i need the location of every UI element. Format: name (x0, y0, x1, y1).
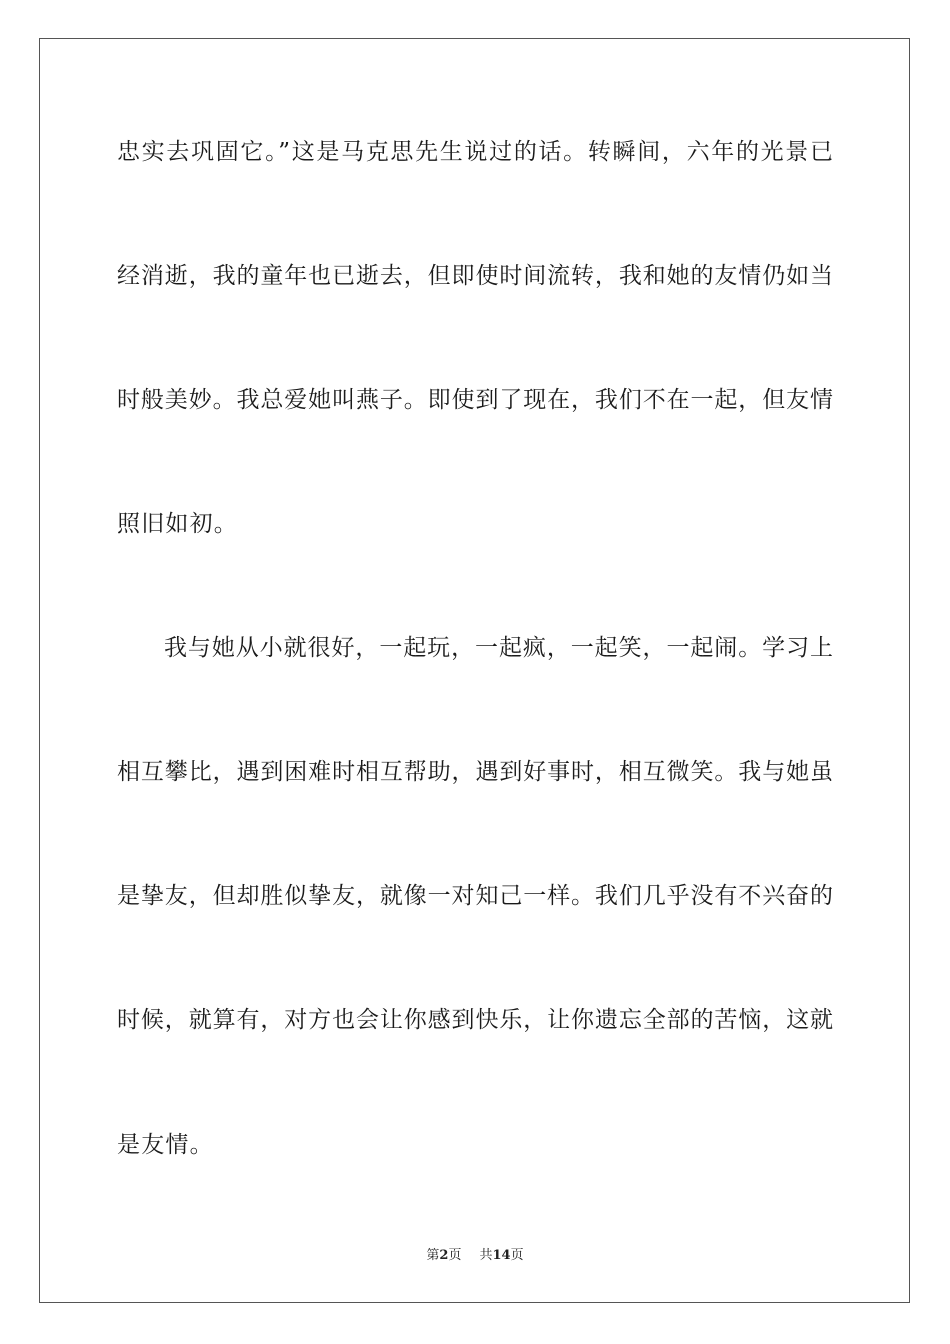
paragraph-2-line-3: 是挚友，但却胜似挚友，就像一对知己一样。我们几乎没有不兴奋的 (117, 883, 833, 909)
text-line-2: 经消逝，我的童年也已逝去，但即使时间流转，我和她的友情仍如当 (117, 263, 833, 289)
text-line-3: 时般美妙。我总爱她叫燕子。即使到了现在，我们不在一起，但友情 (117, 387, 833, 413)
paragraph-2-line-5: 是友情。 (117, 1132, 214, 1158)
paragraph-2-line-2: 相互攀比，遇到困难时相互帮助，遇到好事时，相互微笑。我与她虽 (117, 759, 833, 785)
total-prefix: 共 (479, 1248, 493, 1263)
current-page-number: 2 (439, 1248, 449, 1263)
text-line-4: 照旧如初。 (117, 511, 238, 537)
page-suffix: 页 (448, 1248, 462, 1263)
page-footer (0, 1247, 950, 1265)
paragraph-2-line-1: 我与她从小就很好，一起玩，一起疯，一起笑，一起闹。学习上 (164, 635, 833, 661)
total-suffix: 页 (510, 1248, 524, 1263)
text-line-1: 忠实去巩固它。”这是马克思先生说过的话。转瞬间，六年的光景已 (117, 139, 833, 165)
page-prefix: 第 (426, 1248, 440, 1263)
page-border (39, 38, 910, 1303)
total-page-number: 14 (492, 1248, 511, 1263)
paragraph-2-line-4: 时候，就算有，对方也会让你感到快乐，让你遗忘全部的苦恼，这就 (117, 1007, 833, 1033)
